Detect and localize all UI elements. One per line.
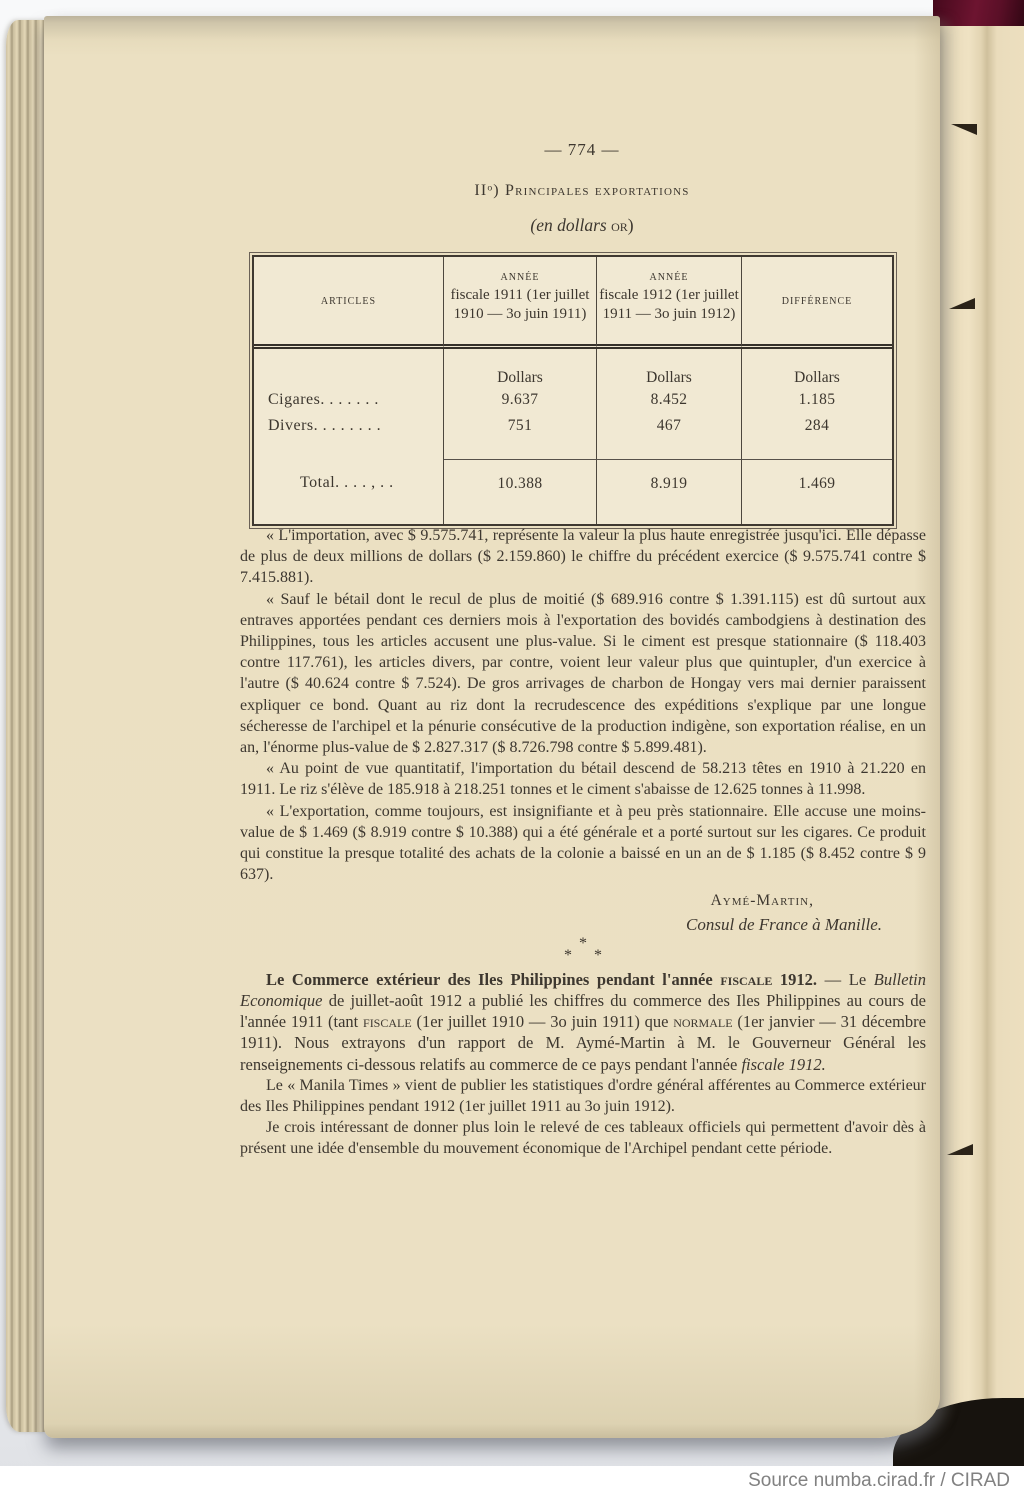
total-1912: 8.919 <box>597 459 742 511</box>
paragraph-importation: « L'importation, avec $ 9.575.741, représente la valeur la plus haute enregistrée jusqu'ici. Elle dépasse de plus de deux millions de dollars ($ 2.159.860) le chiffre du précédent exercice ($ 9.575.741 contre $ 7.415.881). <box>240 527 926 587</box>
page-edge-notch <box>951 124 977 135</box>
section-title: Principales exportations <box>505 182 690 199</box>
table-spacer <box>597 443 742 459</box>
unit-cell: Dollars <box>794 369 840 386</box>
row-label-divers: Divers. . . . . . . . <box>254 417 444 443</box>
exports-table-inner <box>252 255 894 526</box>
divers-1912: 467 <box>597 417 742 443</box>
col-header-year-1912: année fiscale 1912 (1er juillet 1911 — 3o juin 1912) <box>597 257 742 349</box>
table-bottom-pad <box>254 511 444 524</box>
unit-cell: Dollars <box>444 349 597 391</box>
row-label-total: Total. . . . , . . <box>254 459 444 511</box>
cigares-1911: 9.637 <box>444 391 597 417</box>
col-header-articles: articles <box>254 257 444 349</box>
commerce-section <box>240 969 926 1160</box>
divers-diff: 284 <box>804 417 830 434</box>
paragraph-quantitatif: « Au point de vue quantitatif, l'importation du bétail descend de 58.213 têtes en 1910 à 21.220 en 1911. Le riz s'élève de 185.918 à 218.251 tonnes et le ciment s'abaisse de 12.625 tonnes à 11.998. <box>240 760 926 799</box>
page-edge-notch <box>949 298 975 309</box>
section-heading <box>240 182 924 200</box>
total-1911: 10.388 <box>444 459 597 511</box>
paragraph-exportation: « L'exportation, comme toujours, est insignifiante et à peu près stationnaire. Elle accuse une moins-value de $ 1.469 ($ 8.919 contre $ 10.388) qui a été générale et a porté surtout sur les cigares. Ce produit qui constitue la presque totalité des achats de la colonie a baissé en un an de $ 1.185 ($ 8.452 contre $ 9 637). <box>240 802 926 884</box>
row-label-cigares: Cigares. . . . . . . <box>254 391 444 417</box>
table-spacer <box>444 443 597 459</box>
table-bottom-pad <box>444 511 597 524</box>
book-page <box>44 16 940 1438</box>
unit-cell-empty <box>254 349 444 391</box>
section-number: IIᵒ) <box>474 182 500 199</box>
table-bottom-pad <box>597 511 742 524</box>
exports-table <box>249 252 897 529</box>
cigares-diff: 1.185 <box>798 391 836 408</box>
table-bottom-pad <box>742 511 892 524</box>
paragraph-je-crois: Je crois intéressant de donner plus loin le relevé de ces tableaux officiels qui permettent d'avoir dès à présent une idée d'ensemble du mouvement économique de l'Archipel pendant cette période. <box>240 1119 926 1158</box>
cigares-1912: 8.452 <box>597 391 742 417</box>
signature-name: Aymé-Martin, <box>710 892 814 910</box>
col-header-difference: différence <box>742 257 892 349</box>
col-header-year-1911: année fiscale 1911 (1er juillet 1910 — 3o juin 1911) <box>444 257 597 349</box>
unit-cell: Dollars <box>597 349 742 391</box>
body-text <box>240 525 926 1160</box>
asterism-star-row <box>240 946 926 964</box>
paragraph-betail: « Sauf le bétail dont le recul de plus de moitié ($ 689.916 contre $ 1.391.115) est dû surtout aux entraves apportées pendant ces derniers mois à l'exportation des bovidés cambodgiens à destination des Philippines, tous les articles accusent une plus-value. Si le ciment est presque stationnaire ($ 118.403 contre 117.761), les articles divers, par contre, voient leur valeur plus que quintupler, d'un exercice à l'autre ($ 40.624 contre $ 7.524). De gros arrivages de charbon de Hongay vers mai dernier paraissent expliquer ce bond. Quant au riz dont la recrudescence des expéditions s'explique par une longue sécheresse de l'archipel et la pénurie consécutive de la production indigène, son exportation réalise, en un an, l'énorme plus-value de $ 2.827.317 ($ 8.726.798 contre $ 5.899.481). <box>240 590 926 757</box>
asterism-divider <box>240 934 926 964</box>
table-spacer <box>742 443 892 459</box>
source-credit-bar <box>0 1466 1024 1496</box>
signature-block <box>240 890 926 934</box>
section-subtitle: (en dollars or) <box>530 215 634 235</box>
paragraph-manila-times: Le « Manila Times » vient de publier les statistiques d'ordre général afférentes au Commerce extérieur des Iles Philippines pendant 1912 (1er juillet 1911 au 3o juin 1912). <box>240 1076 926 1116</box>
asterism-star-icon: * <box>564 946 572 964</box>
source-credit-text: Source numba.cirad.fr / CIRAD <box>748 1470 1010 1491</box>
total-diff: 1.469 <box>742 459 892 511</box>
signature-role: Consul de France à Manille. <box>686 914 882 934</box>
adjacent-page-fore-edge <box>935 26 1024 1418</box>
book-page-stack-edge <box>6 20 48 1432</box>
page-edge-notch <box>947 1144 973 1155</box>
paragraph-commerce-lead: Le Commerce extérieur des Iles Philippines pendant l'année fiscale 1912. — Le Bulletin Economique de juillet-août 1912 a publié les chiffres du commerce des Iles Philippines au cours de l'année 1911 (tant fiscale (1er juillet 1910 — 3o juin 1911) que normale (1er janvier — 31 décembre 1911). Nous extrayons d'un rapport de M. Aymé-Martin à M. le Gouverneur Général les renseignements ci-dessous relatifs au commerce de ce pays pendant l'année fiscale 1912. <box>240 969 927 1074</box>
page-number: — 774 — <box>544 140 620 159</box>
table-spacer <box>254 443 444 459</box>
asterism-star-icon: * <box>579 934 587 952</box>
asterism-star-icon: * <box>594 946 602 964</box>
divers-1911: 751 <box>444 417 597 443</box>
